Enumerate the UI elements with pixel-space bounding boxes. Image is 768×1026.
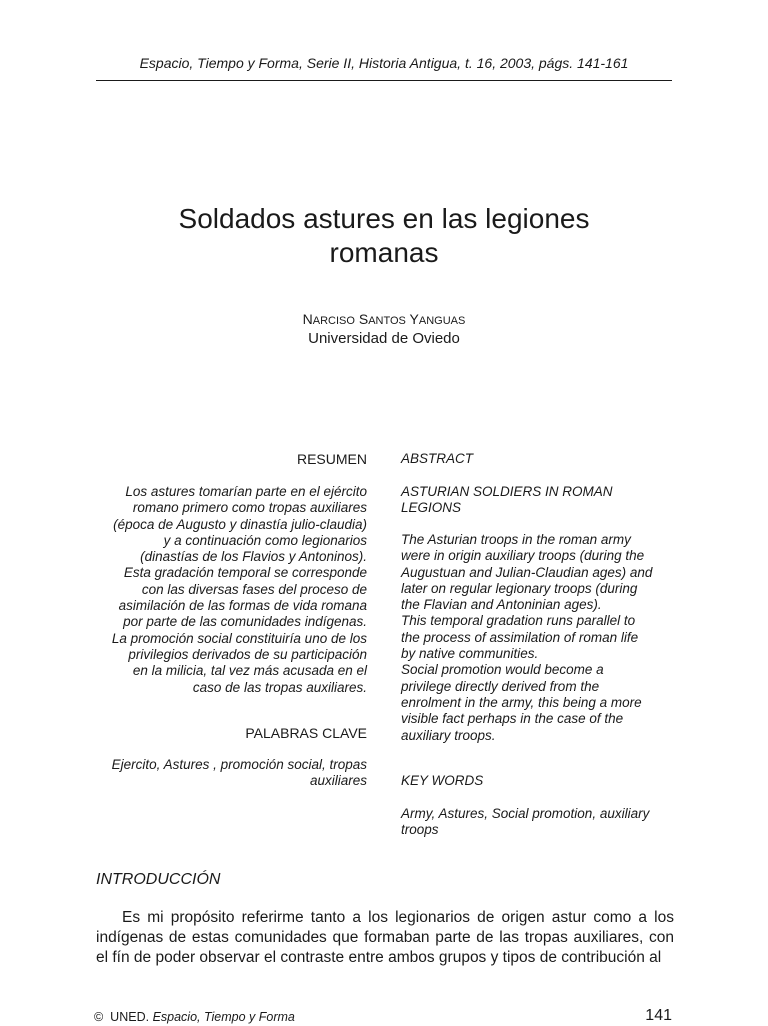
abstract-line: Augustuan and Julian-Claudian ages) and <box>401 564 653 580</box>
abstract-line: later on regular legionary troops (during <box>401 580 638 596</box>
resumen-line: Los astures tomarían parte en el ejército <box>125 484 367 499</box>
abstract-title-line: LEGIONS <box>401 500 462 516</box>
article-title <box>96 202 672 270</box>
keywords-line: troops <box>401 822 439 838</box>
abstract-line: the Flavian and Antoninian ages). <box>401 597 602 613</box>
footer-copyright <box>94 1010 295 1025</box>
palabras-clave-heading: PALABRAS CLAVE <box>245 725 367 741</box>
footer-journal: Espacio, Tiempo y Forma <box>152 1010 295 1024</box>
abstract-line: privilege directly derived from the <box>401 678 600 694</box>
author-last-name-1: SANTOS <box>358 311 406 327</box>
introduction-heading: INTRODUCCIÓN <box>96 871 221 888</box>
key-words-heading: KEY WORDS <box>401 773 484 788</box>
resumen-line: (época de Augusto y dinastía julio-claudia) <box>113 516 367 532</box>
journal-citation-header: Espacio, Tiempo y Forma, Serie II, Historia Antigua, t. 16, 2003, págs. 141-161 <box>139 55 629 71</box>
resumen-line: y a continuación como legionarios <box>163 532 367 548</box>
abstract-line: auxiliary troops. <box>401 727 496 743</box>
author-first-name: NARCISO <box>302 311 355 327</box>
abstract-line: enrolment in the army, this being a more <box>401 694 642 710</box>
resumen-line: (dinastías de los Flavios y Antoninos). <box>140 549 367 565</box>
abstract-line: The Asturian troops in the roman army <box>401 532 631 547</box>
abstract-body <box>401 532 677 744</box>
header-divider <box>96 80 672 81</box>
page-number: 141 <box>645 1007 672 1024</box>
palabras-clave-body <box>96 757 367 790</box>
resumen-line: romano primero como tropas auxiliares <box>132 500 367 516</box>
resumen-line: Esta gradación temporal se corresponde <box>123 565 367 581</box>
abstract-title <box>401 484 677 517</box>
resumen-line: privilegios derivados de su participación <box>128 646 367 662</box>
resumen-line: por parte de las comunidades indígenas. <box>123 614 367 630</box>
keywords-line: auxiliares <box>309 773 367 789</box>
abstract-title-line: ASTURIAN SOLDIERS IN ROMAN <box>401 484 613 499</box>
key-words-body <box>401 806 677 839</box>
author-name <box>96 310 672 330</box>
resumen-line: caso de las tropas auxiliares. <box>192 679 367 695</box>
resumen-line: con las diversas fases del proceso de <box>141 581 367 597</box>
resumen-line: asimilación de las formas de vida romana <box>118 598 367 614</box>
article-title-line2: romanas <box>329 237 439 268</box>
resumen-body <box>96 484 367 696</box>
abstract-line: by native communities. <box>401 646 539 662</box>
resumen-line: en la milicia, tal vez más acusada en el <box>132 663 367 679</box>
article-title-line1: Soldados astures en las legiones <box>178 203 590 234</box>
abstract-heading: ABSTRACT <box>401 451 474 466</box>
abstract-line: This temporal gradation runs parallel to <box>401 613 636 629</box>
resumen-heading: RESUMEN <box>296 451 367 467</box>
introduction-paragraph: Es mi propósito referirme tanto a los legionarios de origen astur como a los indígenas de estas comunidades que formaban parte de las tropas auxiliares, con el fín de poder observar el contraste entre ambos grupos y tipos de contribución al <box>96 909 674 967</box>
author-last-name-2: YANGUAS <box>409 311 466 327</box>
copyright-symbol: © <box>94 1010 104 1024</box>
author-affiliation: Universidad de Oviedo <box>308 330 460 347</box>
keywords-line: Ejercito, Astures , promoción social, tropas <box>111 757 367 772</box>
abstract-line: Social promotion would become a <box>401 662 604 678</box>
keywords-line: Army, Astures, Social promotion, auxiliary <box>401 806 650 821</box>
abstract-line: were in origin auxiliary troops (during the <box>401 548 645 564</box>
abstract-line: visible fact perhaps in the case of the <box>401 711 624 727</box>
footer-publisher: UNED. <box>110 1010 150 1024</box>
abstract-line: the process of assimilation of roman life <box>401 629 639 645</box>
resumen-line: La promoción social constituiría uno de los <box>111 630 367 646</box>
